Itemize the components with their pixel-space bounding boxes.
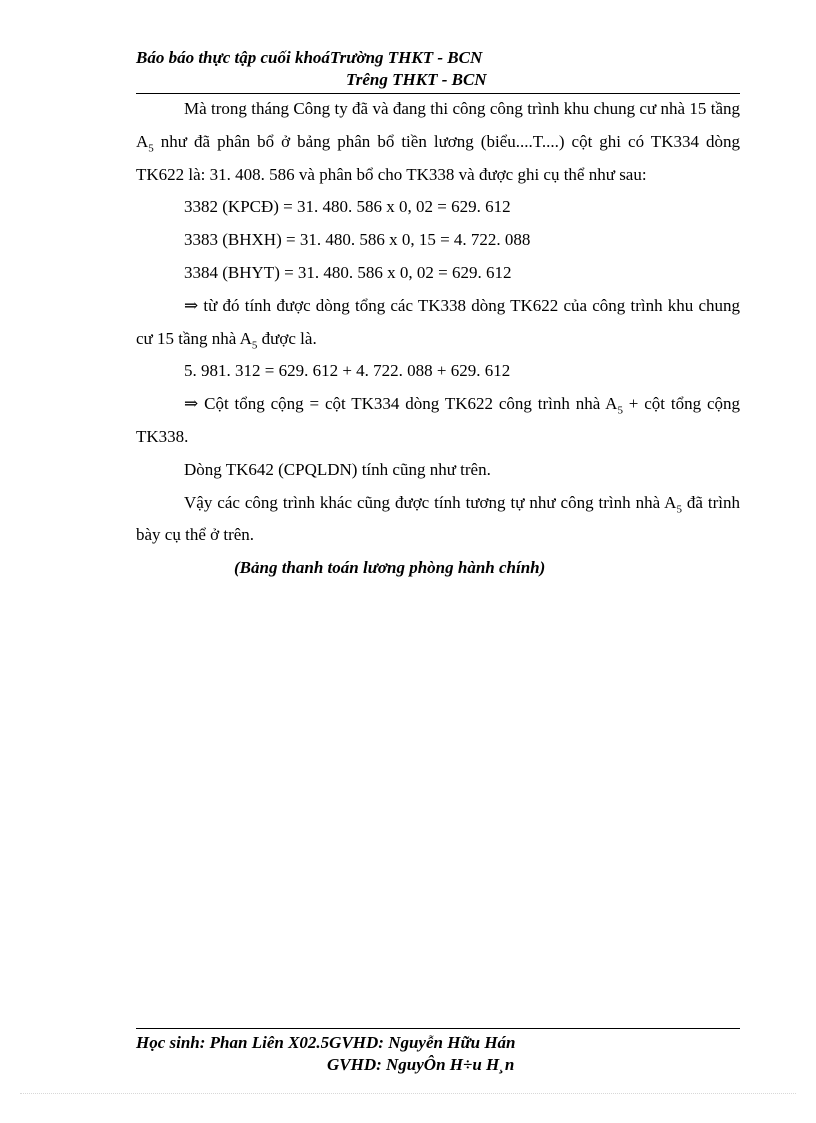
- subscript-5: 5: [617, 404, 623, 417]
- formula-bhyt: 3384 (BHYT) = 31. 480. 586 x 0, 02 = 629. 612: [184, 262, 512, 282]
- footer-advisor: GVHD: NguyÔn H÷u H¸n: [327, 1055, 515, 1074]
- paragraph-total-column-text-a: Cột tổng cộng = cột TK334 dòng TK622 công trình nhà A: [198, 394, 618, 414]
- footer-divider: [136, 1028, 740, 1029]
- page-edge-divider: [20, 1093, 796, 1094]
- formula-total: 5. 981. 312 = 629. 612 + 4. 722. 088 + 629. 612: [184, 361, 511, 381]
- paragraph-total-column-text-b: + cột tổng cộng TK338.: [136, 394, 740, 446]
- paragraph-tk642: Dòng TK642 (CPQLDN) tính cũng như trên.: [184, 459, 491, 479]
- table-caption: (Bảng thanh toán lương phòng hành chính): [234, 558, 546, 578]
- paragraph-intro: [136, 93, 740, 191]
- paragraph-total-row: [136, 290, 740, 356]
- subscript-5: 5: [676, 502, 682, 515]
- subscript-5: 5: [251, 338, 258, 351]
- header-school: Trêng THKT - BCN: [346, 70, 487, 89]
- footer-student: Học sinh: Phan Liên X02.5GVHD: Nguyễn Hữu Hán: [136, 1033, 516, 1052]
- paragraph-conclusion: [136, 487, 740, 553]
- subscript-5: 5: [148, 142, 154, 155]
- paragraph-total-row-text-a: từ đó tính được dòng tổng các TK338 dòng TK622 của công trình khu chung cư 15 tầng nhà A: [136, 295, 740, 348]
- formula-bhxh: 3383 (BHXH) = 31. 480. 586 x 0, 15 = 4. 722. 088: [184, 230, 531, 250]
- document-body: [136, 93, 740, 585]
- paragraph-conclusion-text-b: đã trình bày cụ thể ở trên.: [136, 492, 741, 545]
- formula-kpcd: 3382 (KPCĐ) = 31. 480. 586 x 0, 02 = 629. 612: [184, 197, 511, 217]
- header-title: Báo báo thực tập cuối khoáTrường THKT - BCN: [136, 48, 483, 67]
- paragraph-total-row-text-b: được là.: [257, 328, 317, 348]
- paragraph-total-column: [136, 388, 740, 454]
- paragraph-conclusion-text-a: Vậy các công trình khác cũng được tính tương tự như công trình nhà A: [184, 492, 677, 512]
- paragraph-intro-text-b: như đã phân bổ ở bảng phân bổ tiền lương (biểu....T....) cột ghi có TK334 dòng TK622 là: 31. 408. 586 và phân bổ cho TK338 và được ghi cụ thể như sau:: [136, 131, 740, 184]
- arrow-icon: ⇒: [184, 295, 199, 315]
- paragraph-intro-text-a: Mà trong tháng Công ty đã và đang thi công công trình khu chung cư nhà 15 tầng A: [136, 99, 740, 151]
- arrow-icon: ⇒: [184, 394, 199, 414]
